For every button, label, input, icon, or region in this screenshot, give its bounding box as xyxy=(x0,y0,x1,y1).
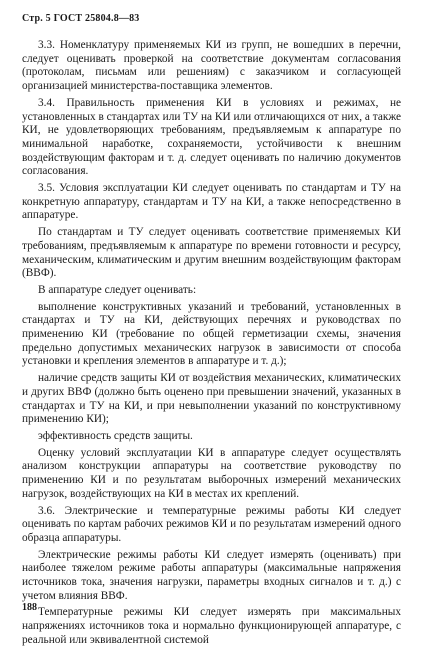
paragraph-3-4: 3.4. Правильность применения КИ в условиях и режимах, не установленных в стандартах или ТУ на КИ или отличающихся от них, а также КИ, не удовлетворяющих требованиям, предъявляемым к аппаратуре по минимальной наработке, сохраняемости, устойчивости к внешним воздействующим факторам и т. д. следует оценивать по наличию документов согласования. xyxy=(22,96,401,178)
paragraph-constructive: выполнение конструктивных указаний и требований, установленных в стандартах и ТУ на КИ, действующих перечнях и руководствах по применению КИ (требование по общей герметизации схемы, значения предельно допустимых механических нагрузок в зависимости от способа установки и крепления элементов в аппаратуре и т. д.); xyxy=(22,300,401,368)
page-number: 188 xyxy=(22,602,37,613)
page-header: Стр. 5 ГОСТ 25804.8—83 xyxy=(22,13,140,24)
paragraph-3-5: 3.5. Условия эксплуатации КИ следует оценивать по стандартам и ТУ на конкретную аппаратуру, стандартам и ТУ на КИ, а также непосредственно в аппаратуре. xyxy=(22,182,401,222)
paragraph-efficiency: эффективность средств защиты. xyxy=(38,429,193,442)
paragraph-temperature: Температурные режимы КИ следует измерять при максимальных напряжениях источников тока и нормально функционирующей аппаратуре, с реальной или эквивалентной системой xyxy=(22,606,401,646)
paragraph-standards: По стандартам и ТУ следует оценивать соответствие применяемых КИ требованиям, предъявляемым к аппаратуре по времени готовности и ресурсу, механическим, климатическим и другим внешним воздействующим факторам (ВВФ). xyxy=(22,226,401,280)
paragraph-protection: наличие средств защиты КИ от воздействия механических, климатических и других ВВФ (должно быть оценено при превышении значений, указанных в стандартах и ТУ на КИ, и при невыполнении указаний по конструктивному применению КИ); xyxy=(22,372,401,426)
body-text xyxy=(22,39,401,648)
paragraph-electrical: Электрические режимы работы КИ следует измерять (оценивать) при наиболее тяжелом режиме работы аппаратуры (максимальные напряжения источников тока, значения нагрузки, параметры входных сигналов и т. д.) с учетом влияния ВВФ. xyxy=(22,548,401,602)
paragraph-evaluate-intro: В аппаратуре следует оценивать: xyxy=(38,283,197,296)
paragraph-conditions: Оценку условий эксплуатации КИ в аппаратуре следует осуществлять анализом конструкции аппаратуры на соответствие руководству по применению КИ и по результатам выборочных измерений механических нагрузок, воздействующих на КИ в местах их креплений. xyxy=(22,446,401,500)
paragraph-3-6: 3.6. Электрические и температурные режимы работы КИ следует оценивать по картам рабочих режимов КИ и по результатам измерений одного образца аппаратуры. xyxy=(22,504,401,544)
paragraph-3-3: 3.3. Номенклатуру применяемых КИ из групп, не вошедших в перечни, следует оценивать проверкой на соответствие документам согласования (протоколам, письмам или решениям) с заказчиком и согласующей организацией министерства-поставщика элементов. xyxy=(22,39,401,93)
